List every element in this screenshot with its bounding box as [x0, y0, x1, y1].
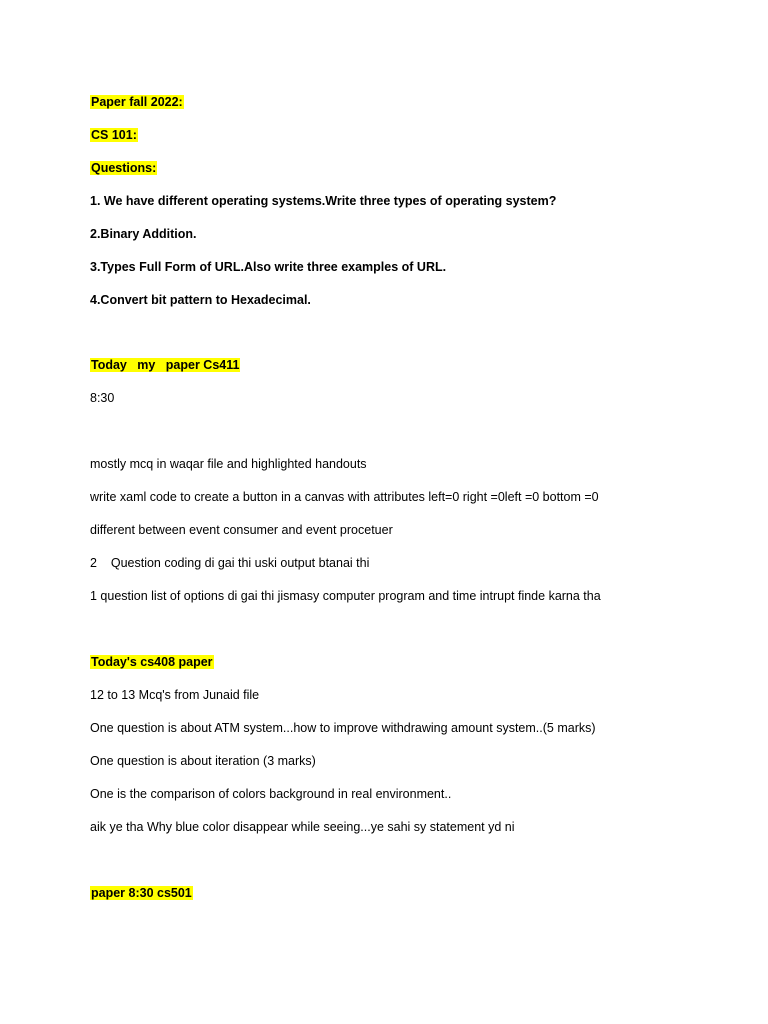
section3-item-3: One question is about iteration (3 marks) [90, 754, 316, 768]
section2-item-3: different between event consumer and event procetuer [90, 523, 393, 537]
section2-item-5: 1 question list of options di gai thi jismasy computer program and time intrupt finde karna tha [90, 589, 601, 603]
section4-title: paper 8:30 cs501 [91, 886, 192, 900]
section3-title: Today's cs408 paper [91, 655, 213, 669]
section3-item-2: One question is about ATM system...how to improve withdrawing amount system..(5 marks) [90, 721, 596, 735]
section1-question-3: 3.Types Full Form of URL.Also write three examples of URL. [90, 260, 447, 274]
section1-questions-label-line [90, 160, 157, 176]
section2-item-2: write xaml code to create a button in a canvas with attributes left=0 right =0left =0 bottom =0 [90, 490, 599, 504]
section1-course-line [90, 127, 138, 143]
section2-item-4: 2 Question coding di gai thi uski output btanai thi [90, 556, 370, 570]
section2-title-line [90, 357, 240, 373]
section2-title: Today my paper Cs411 [91, 358, 240, 372]
section1-question-2: 2.Binary Addition. [90, 227, 197, 241]
section4-title-line [90, 885, 193, 901]
section1-question-4: 4.Convert bit pattern to Hexadecimal. [90, 293, 311, 307]
section3-title-line [90, 654, 214, 670]
section1-title-line [90, 94, 184, 110]
section1-course: CS 101: [91, 128, 137, 142]
section2-item-1: mostly mcq in waqar file and highlighted handouts [90, 457, 367, 471]
section3-item-5: aik ye tha Why blue color disappear while seeing...ye sahi sy statement yd ni [90, 820, 515, 834]
section1-title: Paper fall 2022: [91, 95, 183, 109]
section1-questions-label: Questions: [91, 161, 157, 175]
section3-item-4: One is the comparison of colors background in real environment.. [90, 787, 452, 801]
section2-time: 8:30 [90, 391, 115, 405]
section3-item-1: 12 to 13 Mcq's from Junaid file [90, 688, 260, 702]
section1-question-1: 1. We have different operating systems.Write three types of operating system? [90, 194, 557, 208]
